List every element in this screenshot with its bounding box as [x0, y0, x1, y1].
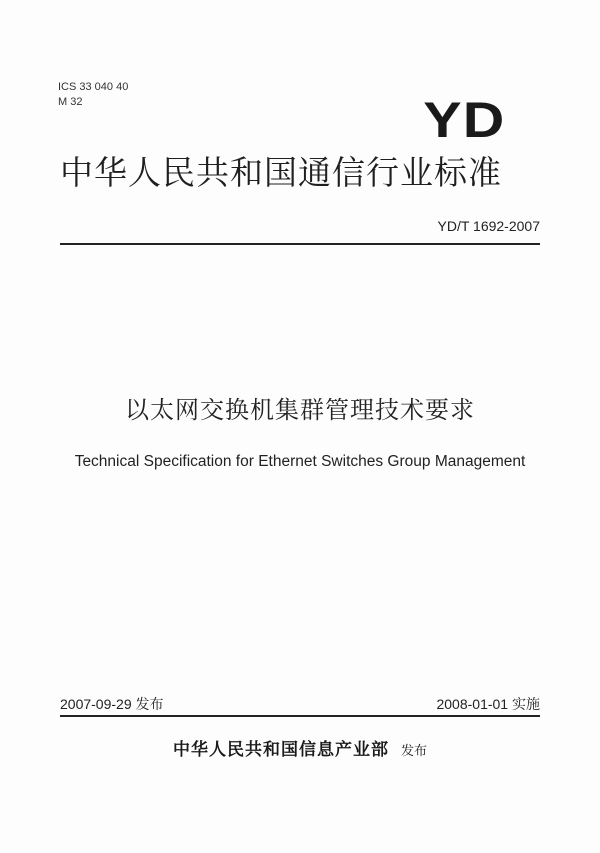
- standard-number: YD/T 1692-2007: [437, 218, 540, 234]
- effective-date: 2008-01-01 实施: [436, 696, 540, 712]
- header-divider: [60, 243, 540, 245]
- document-title-chinese: 以太网交换机集群管理技术要求: [125, 396, 475, 424]
- publisher-line: [0, 738, 600, 764]
- ics-code: ICS 33 040 40: [58, 81, 129, 93]
- publisher-suffix: 发布: [400, 744, 427, 759]
- issue-date: 2007-09-29 发布: [60, 696, 164, 712]
- yd-logo: YD: [422, 92, 505, 148]
- standard-title: 中华人民共和国通信行业标准: [60, 153, 502, 192]
- footer-divider: [60, 715, 540, 717]
- classification-codes: [58, 80, 128, 110]
- publisher-organization: 中华人民共和国信息产业部: [172, 740, 389, 760]
- document-title-english: Technical Specification for Ethernet Switches Group Management: [74, 453, 526, 470]
- ccs-code: M 32: [58, 96, 83, 108]
